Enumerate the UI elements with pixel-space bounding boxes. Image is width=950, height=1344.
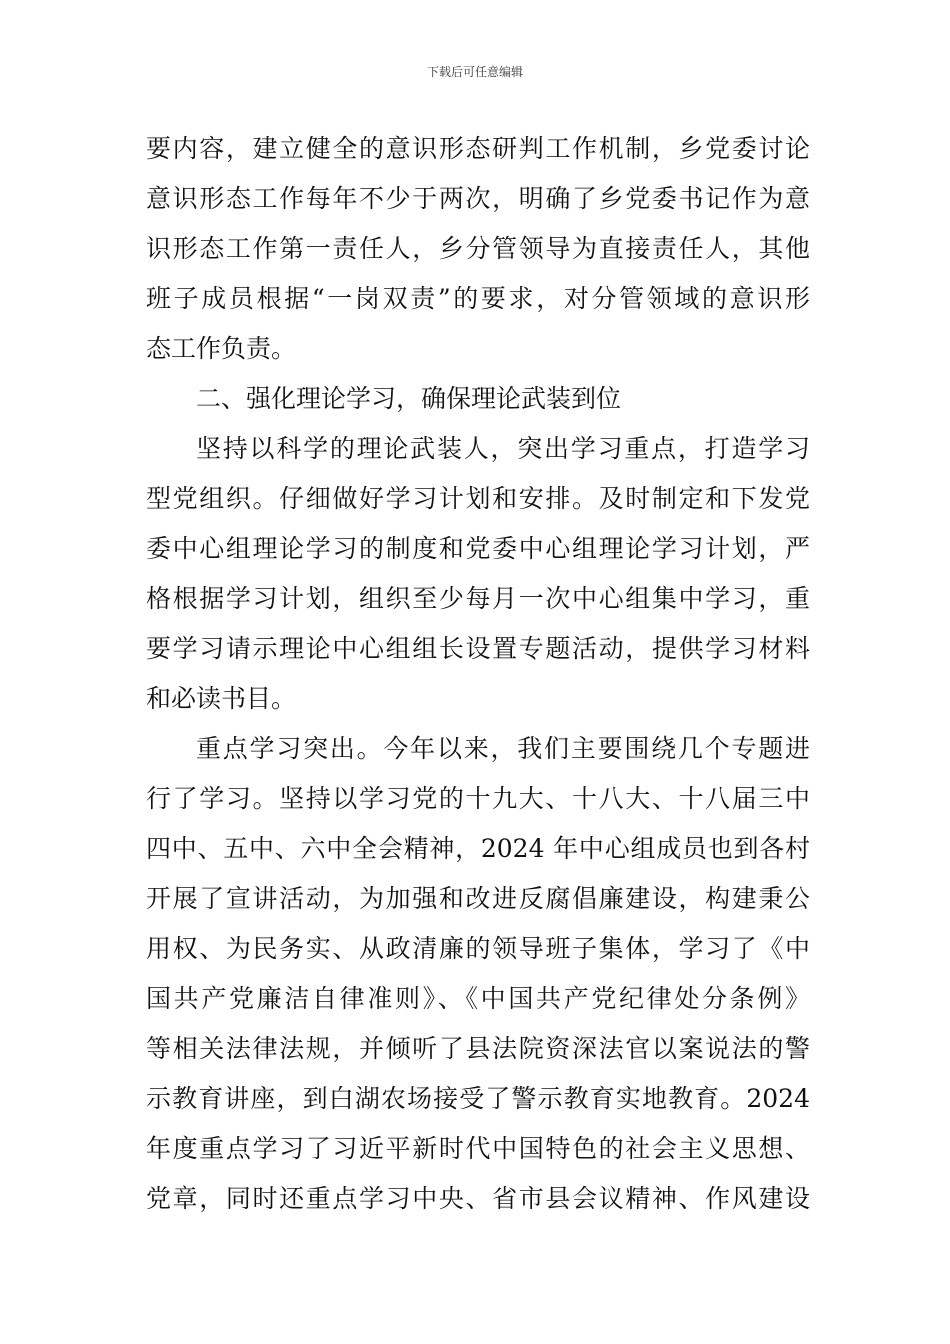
text-line: 示教育讲座，到白湖农场接受了警示教育实地教育。2024	[146, 1084, 810, 1113]
text-line: 要内容，建立健全的意识形态研判工作机制，乡党委讨论	[146, 134, 810, 163]
text-line: 国共产党廉洁自律准则》、《中国共产党纪律处分条例》	[146, 984, 810, 1013]
text-line: 四中、五中、六中全会精神，2024 年中心组成员也到各村	[146, 834, 810, 863]
text-line: 开展了宣讲活动，为加强和改进反腐倡廉建设，构建秉公	[146, 884, 810, 913]
text-line: 和必读书目。	[146, 684, 297, 713]
text-line: 意识形态工作每年不少于两次，明确了乡党委书记作为意	[146, 184, 810, 213]
text-line: 识形态工作第一责任人，乡分管领导为直接责任人，其他	[146, 234, 810, 263]
text-line: 班子成员根据“一岗双责”的要求，对分管领域的意识形	[146, 284, 810, 313]
text-line: 行了学习。坚持以学习党的十九大、十八大、十八届三中	[146, 784, 810, 813]
text-line: 态工作负责。	[146, 334, 297, 363]
text-line: 党章，同时还重点学习中央、省市县会议精神、作风建设	[146, 1184, 810, 1213]
page-header: 下载后可任意编辑	[426, 65, 523, 79]
text-line: 坚持以科学的理论武装人，突出学习重点，打造学习	[196, 434, 810, 463]
text-line: 委中心组理论学习的制度和党委中心组理论学习计划，严	[146, 534, 810, 563]
text-line: 等相关法律法规，并倾听了县法院资深法官以案说法的警	[146, 1034, 810, 1063]
text-line: 型党组织。仔细做好学习计划和安排。及时制定和下发党	[146, 484, 810, 513]
text-line: 要学习请示理论中心组组长设置专题活动，提供学习材料	[146, 634, 810, 663]
text-line: 重点学习突出。今年以来，我们主要围绕几个专题进	[196, 734, 810, 763]
text-line: 年度重点学习了习近平新时代中国特色的社会主义思想、	[146, 1134, 810, 1163]
text-line: 格根据学习计划，组织至少每月一次中心组集中学习，重	[146, 584, 810, 613]
text-line: 二、强化理论学习，确保理论武装到位	[196, 384, 622, 413]
text-line: 用权、为民务实、从政清廉的领导班子集体，学习了《中	[146, 934, 810, 963]
